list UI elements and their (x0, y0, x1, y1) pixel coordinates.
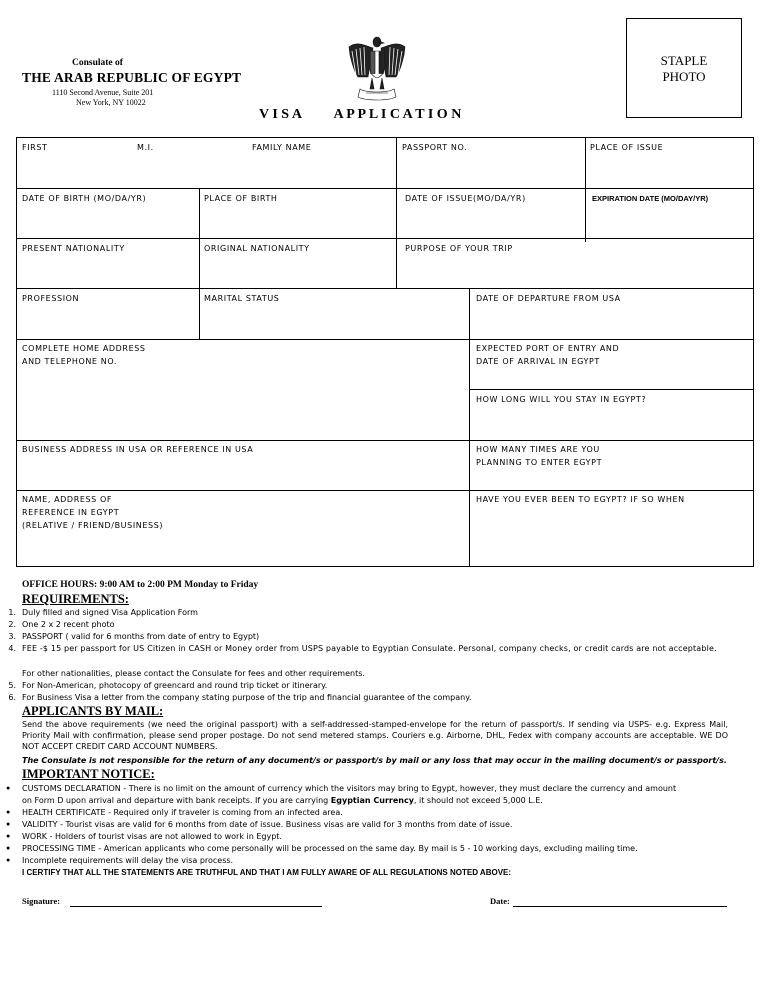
req-num-3: 3. (8, 632, 16, 641)
bullet-icon: ● (6, 832, 11, 840)
customs-text-bold: Egyptian Currency (330, 796, 414, 805)
eagle-emblem-icon (346, 33, 408, 105)
req-num-2: 2. (8, 620, 16, 629)
bullet-icon: ● (6, 784, 11, 792)
notice-work: WORK - Holders of tourist visas are not allowed to work in Egypt. (22, 832, 282, 841)
departure-date-field[interactable]: DATE OF DEPARTURE FROM USA (476, 294, 621, 303)
application-form-grid (16, 137, 754, 567)
purpose-of-trip-field[interactable]: PURPOSE OF YOUR TRIP (405, 244, 513, 253)
expiration-date-field[interactable]: EXPIRATION DATE (MO/DAY/YR) (592, 194, 709, 203)
port-entry-label-2: DATE OF ARRIVAL IN EGYPT (476, 357, 600, 366)
notice-heading: IMPORTANT NOTICE: (22, 767, 155, 781)
home-address-label-1: COMPLETE HOME ADDRESS (22, 344, 146, 353)
times-enter-label-1: HOW MANY TIMES ARE YOU (476, 445, 600, 454)
port-entry-label-1: EXPECTED PORT OF ENTRY AND (476, 344, 620, 353)
family-name-field[interactable]: FAMILY NAME (252, 143, 312, 152)
profession-field[interactable]: PROFESSION (22, 294, 80, 303)
stay-length-field[interactable]: HOW LONG WILL YOU STAY IN EGYPT? (476, 395, 647, 404)
date-of-birth-field[interactable]: DATE OF BIRTH (MO/DA/YR) (22, 194, 147, 203)
req-item-6: For Business Visa a letter from the company stating purpose of the trip and financial guarantee of the company. (22, 693, 472, 702)
staple-photo-box[interactable] (626, 18, 742, 118)
address-line-2: New York, NY 10022 (76, 98, 146, 107)
photo-label: PHOTO (662, 69, 706, 84)
bullet-icon: ● (6, 808, 11, 816)
staple-label: STAPLE (660, 53, 708, 68)
place-of-issue-field[interactable]: PLACE OF ISSUE (590, 143, 664, 152)
notice-customs-line2 (22, 795, 543, 806)
req-item-1: Duly filled and signed Visa Application Form (22, 608, 198, 617)
office-hours: OFFICE HOURS: 9:00 AM to 2:00 PM Monday to Friday (22, 580, 259, 590)
home-address-field[interactable] (22, 342, 146, 368)
title-application: A P P L I C A T I O N (333, 107, 462, 122)
present-nationality-field[interactable]: PRESENT NATIONALITY (22, 244, 125, 253)
reference-label-3: (RELATIVE / FRIEND/BUSINESS) (22, 521, 164, 530)
customs-text-a: on Form D upon arrival and departure with bank receipts. If you are carrying (22, 796, 331, 805)
times-enter-label-2: PLANNING TO ENTER EGYPT (476, 458, 603, 467)
notice-validity: VALIDITY - Tourist visas are valid for 6 months from date of issue. Business visas are valid for 3 months from date of issue. (22, 820, 513, 829)
customs-text-b: , it should not exceed 5,000 L.E. (413, 796, 543, 805)
mail-instructions: Send the above requirements (we need the original passport) with a self-addressed-stamped-envelope for the return of passport/s. If sending via USPS- e.g. Express Mail, Priority Mail with confirmation, please send proper postage. Do not send metered stamps. Couriers e.g. Airborne, DHL, Fedex with company accounts are acceptable. WE DO NOT ACCEPT CREDIT CARD ACCOUNT NUMBERS. (22, 720, 728, 751)
egypt-reference-field[interactable] (22, 493, 163, 532)
been-to-egypt-field[interactable]: HAVE YOU EVER BEEN TO EGYPT? IF SO WHEN (476, 495, 685, 504)
date-line[interactable] (513, 906, 727, 907)
bullet-icon: ● (6, 820, 11, 828)
req-num-5: 5. (8, 681, 16, 690)
bullet-icon: ● (6, 844, 11, 852)
place-of-birth-field[interactable]: PLACE OF BIRTH (204, 194, 278, 203)
marital-status-field[interactable]: MARITAL STATUS (204, 294, 280, 303)
req-item-4b: For other nationalities, please contact the Consulate for fees and other requirements. (22, 669, 365, 678)
bullet-icon: ● (6, 856, 11, 864)
certification-statement: I CERTIFY THAT ALL THE STATEMENTS ARE TRUTHFUL AND THAT I AM FULLY AWARE OF ALL REGULATIONS NOTED ABOVE: (22, 868, 512, 877)
req-item-5: For Non-American, photocopy of greencard and round trip ticket or itinerary. (22, 681, 328, 690)
title-visa: V I S A (259, 107, 302, 122)
port-of-entry-field[interactable] (476, 342, 619, 368)
req-num-4: 4. (8, 644, 16, 653)
req-item-3: PASSPORT ( valid for 6 months from date of entry to Egypt) (22, 632, 260, 641)
req-item-4: FEE -$ 15 per passport for US Citizen in CASH or Money order from USPS payable to Egyptian Consulate. Personal, company checks, or credit cards are not acceptable. (22, 644, 717, 653)
req-num-1: 1. (8, 608, 16, 617)
notice-incomplete: Incomplete requirements will delay the visa process. (22, 856, 234, 865)
country-name: THE ARAB REPUBLIC OF EGYPT (22, 70, 242, 85)
consulate-of-label: Consulate of (72, 58, 123, 68)
requirements-heading: REQUIREMENTS: (22, 592, 129, 606)
passport-no-field[interactable]: PASSPORT NO. (402, 143, 468, 152)
notice-customs-line1: CUSTOMS DECLARATION - There is no limit on the amount of currency which the visitors may bring to Egypt, however, they must declare the currency and amount (22, 784, 677, 793)
middle-initial-field[interactable]: M.I. (137, 143, 154, 152)
date-of-issue-field[interactable]: DATE OF ISSUE(MO/DA/YR) (405, 194, 526, 203)
staple-photo-text (627, 53, 741, 85)
date-label: Date: (490, 896, 510, 906)
form-title (259, 107, 461, 123)
mail-heading: APPLICANTS BY MAIL: (22, 704, 164, 718)
first-name-field[interactable]: FIRST (22, 143, 48, 152)
address-line-1: 1110 Second Avenue, Suite 201 (52, 88, 154, 97)
signature-label: Signature: (22, 896, 61, 906)
notice-health: HEALTH CERTIFICATE - Required only if traveler is coming from an infected area. (22, 808, 343, 817)
req-item-2: One 2 x 2 recent photo (22, 620, 115, 629)
business-address-field[interactable]: BUSINESS ADDRESS IN USA OR REFERENCE IN USA (22, 445, 254, 454)
times-enter-field[interactable] (476, 443, 602, 469)
original-nationality-field[interactable]: ORIGINAL NATIONALITY (204, 244, 310, 253)
reference-label-1: NAME, ADDRESS OF (22, 495, 113, 504)
signature-line[interactable] (70, 906, 322, 907)
req-num-6: 6. (8, 693, 16, 702)
home-address-label-2: AND TELEPHONE NO. (22, 357, 118, 366)
reference-label-2: REFERENCE IN EGYPT (22, 508, 120, 517)
notice-processing: PROCESSING TIME - American applicants who come personally will be processed on the same day. By mail is 5 - 10 working days, excluding mailing time. (22, 844, 638, 853)
mail-disclaimer: The Consulate is not responsible for the return of any document/s or passport/s by mail or any loss that may occur in the mailing document/s or passport/s. (22, 756, 727, 765)
